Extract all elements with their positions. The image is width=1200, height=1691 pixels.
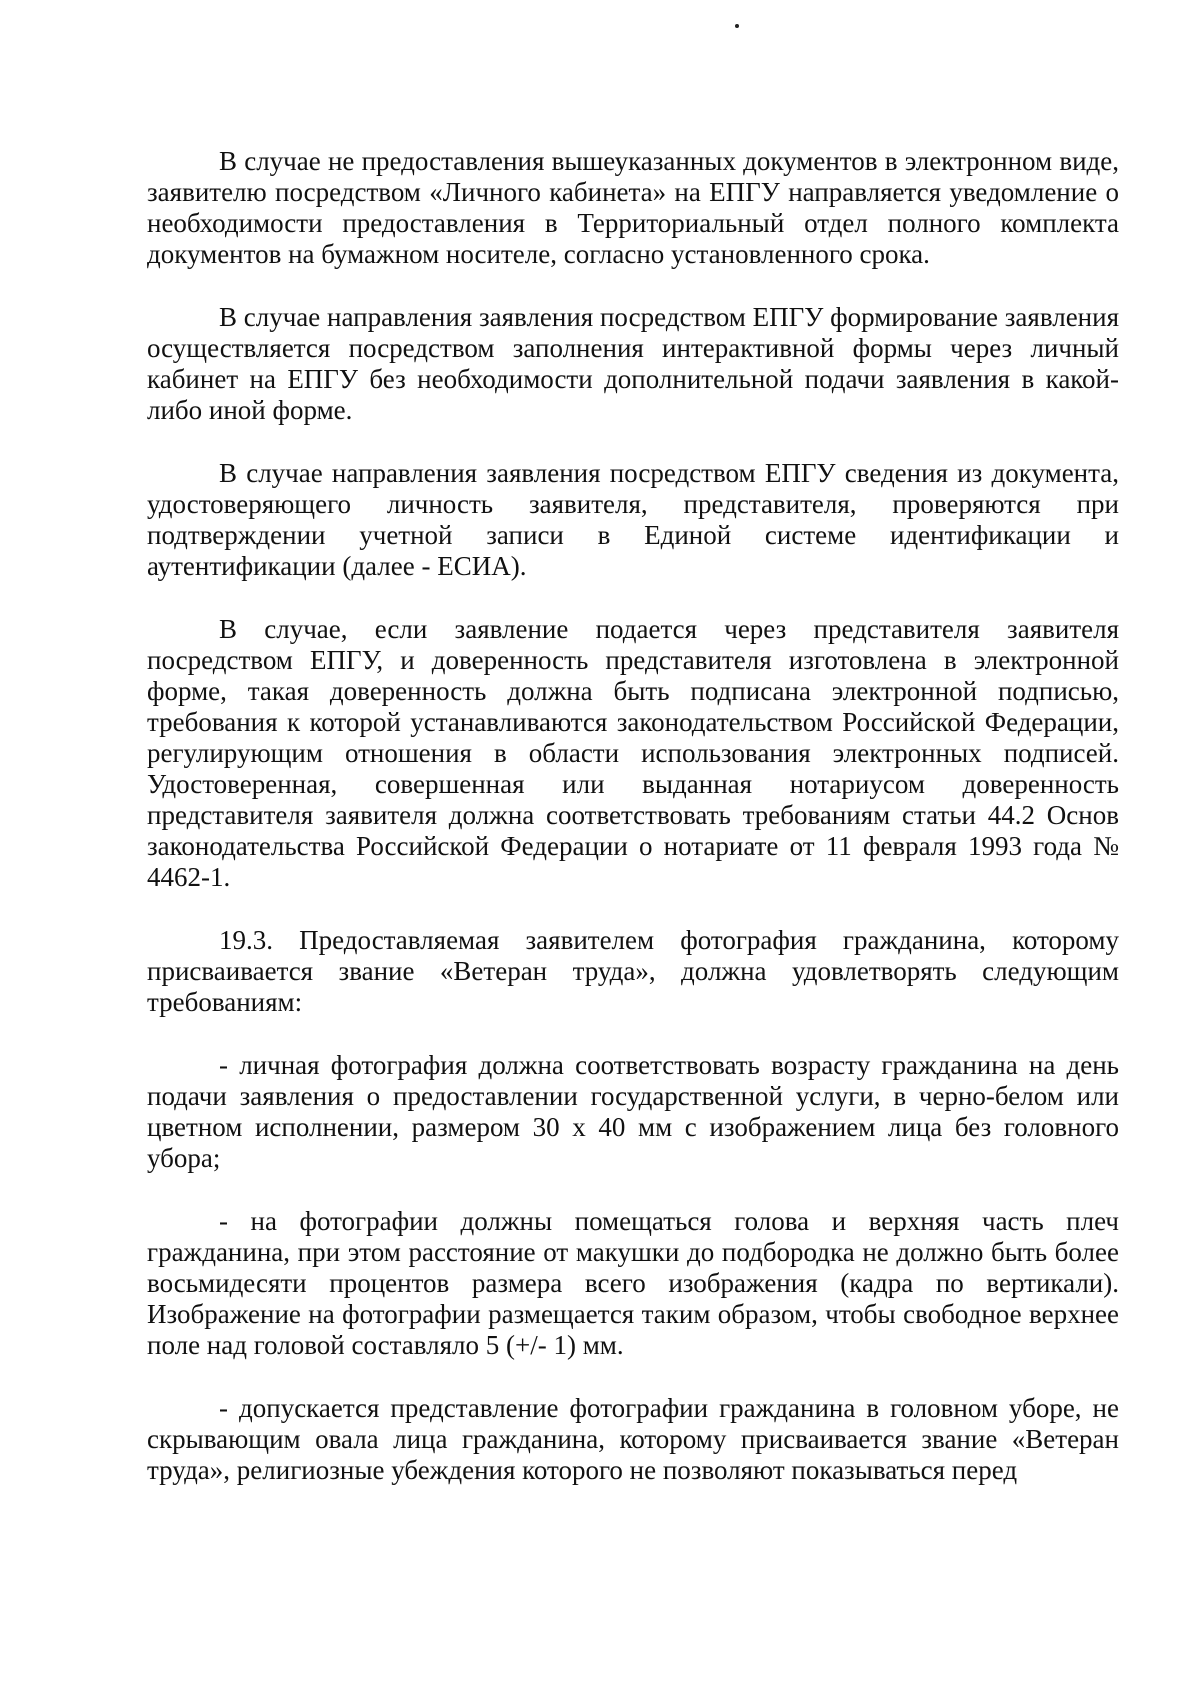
paragraph-representative-power-of-attorney: В случае, если заявление подается через представителя заявителя посредством ЕПГУ, и доверенность представителя изготовлена в электронной форме, такая доверенность должна быть подписана электронной подписью, требования к которой устанавливаются законодательством Российской Федерации, регулирующим отношения в области использования электронных подписей. Удостоверенная, совершенная или выданная нотариусом доверенность представителя заявителя должна соответствовать требованиям статьи 44.2 Основ законодательства Российской Федерации о нотариате от 11 февраля 1993 года № 4462-1. (147, 614, 1119, 892)
list-item-photo-age-size: - личная фотография должна соответствовать возрасту гражданина на день подачи заявления о предоставлении государственной услуги, в черно-белом или цветном исполнении, размером 30 х 40 мм с изображением лица без головного убора; (147, 1050, 1119, 1173)
document-body (147, 146, 1119, 1518)
paragraph-esia-identity-check: В случае направления заявления посредством ЕПГУ сведения из документа, удостоверяющего личность заявителя, представителя, проверяются при подтверждении учетной записи в Единой системе идентификации и аутентификации (далее - ЕСИА). (147, 458, 1119, 581)
list-item-photo-headwear: - допускается представление фотографии гражданина в головном уборе, не скрывающим овала лица гражданина, которому присваивается звание «Ветеран труда», религиозные убеждения которого не позволяют показываться перед (147, 1393, 1119, 1485)
scan-speck (735, 24, 739, 28)
paragraph-19-3-photo-requirements: 19.3. Предоставляемая заявителем фотография гражданина, которому присваивается звание «Ветеран труда», должна удовлетворять следующим требованиям: (147, 925, 1119, 1017)
paragraph-paper-submission-notice: В случае не предоставления вышеуказанных документов в электронном виде, заявителю посредством «Личного кабинета» на ЕПГУ направляется уведомление о необходимости предоставления в Территориальный отдел полного комплекта документов на бумажном носителе, согласно установленного срока. (147, 146, 1119, 269)
list-item-photo-head-position: - на фотографии должны помещаться голова и верхняя часть плеч гражданина, при этом расстояние от макушки до подбородка не должно быть более восьмидесяти процентов размера всего изображения (кадра по вертикали). Изображение на фотографии размещается таким образом, чтобы свободное верхнее поле над головой составляло 5 (+/- 1) мм. (147, 1206, 1119, 1360)
paragraph-epgu-application-form: В случае направления заявления посредством ЕПГУ формирование заявления осуществляется посредством заполнения интерактивной формы через личный кабинет на ЕПГУ без необходимости дополнительной подачи заявления в какой-либо иной форме. (147, 302, 1119, 425)
